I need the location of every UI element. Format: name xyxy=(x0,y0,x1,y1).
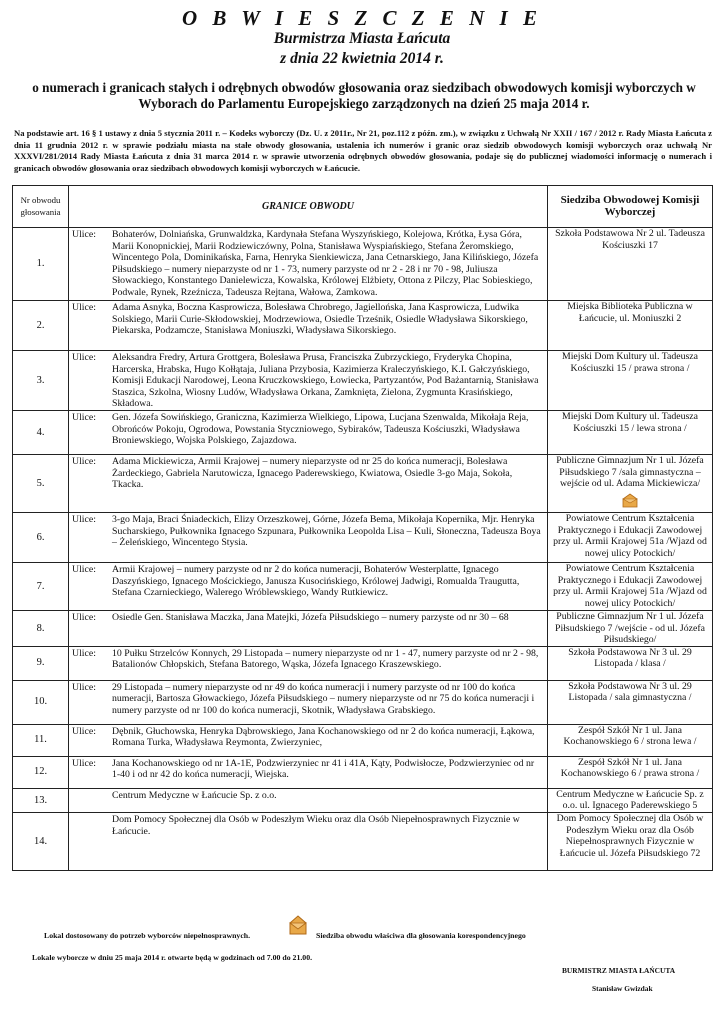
commission-seat xyxy=(548,756,713,788)
commission-seat-text: Publiczne Gimnazjum Nr 1 ul. Józefa Piłsudskiego 7 /sala gimnastyczna – wejście od ul. Adama Mickiewicza/ xyxy=(556,454,704,490)
commission-seat-text: Szkoła Podstawowa Nr 3 ul. 29 Listopada / sala gimnastyczna / xyxy=(568,680,692,704)
district-boundaries xyxy=(69,454,548,512)
streets-label: Ulice: xyxy=(72,681,96,693)
streets-list: Dębnik, Głuchowska, Henryka Dąbrowskiego, Jana Kochanowskiego od nr 2 do końca numeracji, Łąkowa, Romana Turka, Władysława Reymonta, Zwierzyniec, xyxy=(112,725,535,749)
table-row xyxy=(13,351,713,411)
streets-label: Ulice: xyxy=(72,725,96,737)
district-number: 10. xyxy=(13,680,69,724)
date-subtitle: z dnia 22 kwietnia 2014 r. xyxy=(280,50,444,67)
commission-seat-text: Powiatowe Centrum Kształcenia Praktycznego i Edukacji Zawodowej przy ul. Armii Krajowej 51a /Wjazd od nowej ulicy Potockich/ xyxy=(553,562,707,609)
table-row xyxy=(13,756,713,788)
commission-seat xyxy=(548,410,713,454)
district-boundaries xyxy=(69,351,548,411)
commission-seat-text: Szkoła Podstawowa Nr 2 ul. Tadeusza Kościuszki 17 xyxy=(555,228,705,251)
commission-seat xyxy=(548,646,713,680)
district-boundaries xyxy=(69,610,548,646)
district-number: 12. xyxy=(13,756,69,788)
commission-seat-text: Miejska Biblioteka Publiczna w Łańcucie, ul. Moniuszki 2 xyxy=(567,301,693,324)
commission-seat xyxy=(548,724,713,756)
district-boundaries xyxy=(69,228,548,301)
header-nr: Nr obwodu głosowania xyxy=(13,186,69,228)
streets-list: 29 Listopada – numery nieparzyste od nr 49 do końca numeracji i numery parzyste od nr 100 do końca numeracji, Bartosza Głowackiego, Józefa Piłsudskiego – numery nieparzyste od nr 75 do końca numeracji i numery parzyste od nr 100 do końca numeracji, Skotnik, Władysława Grabskiego. xyxy=(112,681,535,716)
streets-label: Ulice: xyxy=(72,513,96,525)
streets-label: Ulice: xyxy=(72,757,96,769)
district-number: 2. xyxy=(13,301,69,351)
streets-label xyxy=(69,790,112,802)
commission-seat xyxy=(548,562,713,610)
streets-list: Adama Asnyka, Boczna Kasprowicza, Bolesława Chrobrego, Jagiellońska, Jana Kasprowicza, Ludwika Solskiego, Marii Curie-Skłodowskiej, Modrzewiowa, Osiedle Trześnik, Osiedle Władysława Sikorskiego, Piekarska, Podzamcze, Stanisława Moniuszki, Władysława Sikorskiego. xyxy=(112,302,528,337)
table-row xyxy=(13,724,713,756)
district-number: 1. xyxy=(13,228,69,301)
district-boundaries xyxy=(69,562,548,610)
streets-list: 3-go Maja, Braci Śniadeckich, Elizy Orzeszkowej, Górne, Józefa Bema, Mikołaja Kopernika, Mjr. Henryka Sucharskiego, Pułkownika Ignacego Szpunara, Pułkownika Leopolda Lisa – Kuli, Słoneczna, Tadeusza Boya – Żeleńskiego, Wincentego Stysia. xyxy=(112,513,541,549)
district-number: 8. xyxy=(13,610,69,646)
streets-label: Ulice: xyxy=(72,455,96,467)
table-row xyxy=(13,562,713,610)
hours-note: Lokale wyborcze w dniu 25 maja 2014 r. otwarte będą w godzinach od 7.00 do 21.00. xyxy=(32,953,313,962)
header-granice: GRANICE OBWODU xyxy=(69,186,548,228)
header-siedziba: Siedziba Obwodowej Komisji Wyborczej xyxy=(548,186,713,228)
table-row xyxy=(13,812,713,870)
signature-title: BURMISTRZ MIASTA ŁAŃCUTA xyxy=(562,966,676,975)
streets-list: Centrum Medyczne w Łańcucie Sp. z o.o. xyxy=(112,789,277,801)
district-number: 11. xyxy=(13,724,69,756)
commission-seat-text: Publiczne Gimnazjum Nr 1 ul. Józefa Piłsudskiego 7 /wejście - od ul. Józefa Piłsudskiego/ xyxy=(555,610,705,646)
table-row xyxy=(13,512,713,562)
issuer-subtitle: Burmistrza Miasta Łańcuta xyxy=(273,30,451,47)
streets-label: Ulice: xyxy=(72,647,96,659)
streets-list: 10 Pułku Strzelców Konnych, 29 Listopada – numery nieparzyste od nr 1 - 47, numery parzyste od nr 2 - 98, Batalionów Chłopskich, Stefana Batorego, Wąska, Józefa Ignacego Kraszewskiego. xyxy=(112,647,539,671)
commission-seat-text: Miejski Dom Kultury ul. Tadeusza Kościuszki 15 / lewa strona / xyxy=(562,410,698,434)
district-boundaries xyxy=(69,410,548,454)
streets-label: Ulice: xyxy=(72,563,96,575)
streets-list: Jana Kochanowskiego od nr 1A-1E, Podzwierzyniec nr 41 i 41A, Kąty, Podwisłocze, Podzwierzyniec od nr 1-40 i od nr 42 do końca numeracji, Wiejska. xyxy=(112,757,535,781)
table-row xyxy=(13,454,713,512)
streets-list: Adama Mickiewicza, Armii Krajowej – numery nieparzyste od nr 25 do końca numeracji, Bolesława Żardeckiego, Gabriela Narutowicza, Ignacego Paderewskiego, Kwiatowa, Osiedle 3-go Maja, Sokoła, Tkacka. xyxy=(112,455,513,491)
district-boundaries xyxy=(69,756,548,788)
streets-label: Ulice: xyxy=(72,302,96,313)
district-boundaries xyxy=(69,301,548,351)
commission-seat xyxy=(548,228,713,301)
document-title: O B W I E S Z C Z E N I E xyxy=(182,6,542,30)
table-row xyxy=(13,788,713,812)
table-row xyxy=(13,646,713,680)
document-heading: o numerach i granicach stałych i odrębnych obwodów głosowania oraz siedzibach obwodowych komisji wyborczych w Wyborach do Parlamentu Europejskiego zarządzonych na dzień 25 maja 2014 r. xyxy=(32,80,696,111)
district-number: 3. xyxy=(13,351,69,411)
streets-list: Osiedle Gen. Stanisława Maczka, Jana Matejki, Józefa Piłsudskiego – numery parzyste od nr 30 – 68 xyxy=(112,611,509,623)
district-number: 9. xyxy=(13,646,69,680)
commission-seat xyxy=(548,351,713,411)
table-row xyxy=(13,410,713,454)
district-number: 14. xyxy=(13,812,69,870)
district-number: 4. xyxy=(13,410,69,454)
table-row xyxy=(13,610,713,646)
commission-seat-text: Szkoła Podstawowa Nr 3 ul. 29 Listopada / klasa / xyxy=(568,646,692,670)
correspondence-note: Siedziba obwodu właściwa dla głosowania korespondencyjnego xyxy=(316,931,526,940)
district-number: 13. xyxy=(13,788,69,812)
accessible-note: Lokal dostosowany do potrzeb wyborców niepełnosprawnych. xyxy=(44,931,251,940)
districts-table xyxy=(12,185,713,871)
district-number: 5. xyxy=(13,454,69,512)
district-boundaries xyxy=(69,724,548,756)
streets-label: Ulice: xyxy=(72,229,96,240)
streets-list: Armii Krajowej – numery parzyste od nr 2 do końca numeracji, Bohaterów Westerplatte, Ignacego Daszyńskiego, Ignacego Mościckiego, Janusza Kusocińskiego, Królowej Jadwigi, Romualda Traugutta, Stefana Czarnieckiego, Walerego Wróblewskiego, Wandy Rutkiewicz. xyxy=(112,563,520,599)
district-boundaries xyxy=(69,812,548,870)
envelope-icon xyxy=(621,493,639,508)
commission-seat xyxy=(548,610,713,646)
commission-seat xyxy=(548,512,713,562)
signature-name: Stanisław Gwizdak xyxy=(592,984,653,993)
commission-seat xyxy=(548,454,713,512)
commission-seat-text: Dom Pomocy Społecznej dla Osób w Podeszłym Wieku oraz dla Osób Niepełnosprawnych Fizycznie w Łańcucie ul. Józefa Piłsudskiego 72 xyxy=(556,812,704,859)
district-boundaries xyxy=(69,788,548,812)
streets-label xyxy=(69,814,112,837)
district-boundaries xyxy=(69,512,548,562)
commission-seat-text: Zespół Szkół Nr 1 ul. Jana Kochanowskiego 6 / prawa strona / xyxy=(560,756,700,780)
envelope-icon xyxy=(287,914,309,936)
streets-list: Bohaterów, Dolniańska, Grunwaldzka, Kardynała Stefana Wyszyńskiego, Kolejowa, Krótka, Łysa Góra, Marii Konopnickiej, Marii Rodziewiczówny, Polna, Stanisława Wyspiańskiego, Stefana Żeromskiego, Wincentego Pola, Dominikańska, Farna, Henryka Sienkiewicza, Jana Cetnarskiego, Jana Kilińskiego, Józefa Piłsudskiego – numery nieparzyste od nr 1 - 73, numery parzyste od nr 2 - 28 i nr 70 - 98, Juliusza Słowackiego, Konstantego Danielewicza, Kowalska, Królowej Elżbiety, Ottona z Pilczy, Plac Sobieskiego, Podwale, Rynek, Rzeźnicza, Tadeusza Rejtana, Wałowa, Zamkowa. xyxy=(112,229,539,298)
commission-seat xyxy=(548,680,713,724)
table-row xyxy=(13,228,713,301)
district-boundaries xyxy=(69,680,548,724)
district-number: 7. xyxy=(13,562,69,610)
table-row xyxy=(13,680,713,724)
commission-seat-text: Powiatowe Centrum Kształcenia Praktycznego i Edukacji Zawodowej przy ul. Armii Krajowej 51a /Wjazd od nowej ulicy Potockich/ xyxy=(553,512,707,559)
intro-paragraph: Na podstawie art. 16 § 1 ustawy z dnia 5 stycznia 2011 r. – Kodeks wyborczy (Dz. U. z 2011r., Nr 21, poz.112 z późn. zm.), w związku z Uchwałą Nr XXII / 167 / 2012 r. Rady Miasta Łańcuta z dnia 11 grudnia 2012 r. w sprawie podziału miasta na stałe obwody głosowania, ustalenia ich numerów i granic oraz siedzib obwodowych komisji wyborczych oraz uchwałą Nr XXXVI/281/2014 Rady Miasta Łańcuta z dnia 31 marca 2014 r. w sprawie utworzenia odrębnych obwodów głosowania, podaje się do publicznej wiadomości informację o numerach i granicach obwodów głosowania oraz siedzibach obwodowych komisji wyborczych w Łańcucie. xyxy=(14,128,712,173)
commission-seat xyxy=(548,788,713,812)
district-number: 6. xyxy=(13,512,69,562)
table-row xyxy=(13,301,713,351)
streets-label: Ulice: xyxy=(72,352,96,363)
streets-list: Dom Pomocy Społecznej dla Osób w Podeszłym Wieku oraz dla Osób Niepełnosprawnych Fizycznie w Łańcucie. xyxy=(112,813,520,837)
streets-label: Ulice: xyxy=(72,411,96,423)
district-boundaries xyxy=(69,646,548,680)
streets-list: Aleksandra Fredry, Artura Grottgera, Bolesława Prusa, Franciszka Zubrzyckiego, Fryderyka Chopina, Harcerska, Hrabska, Hugo Kołłątaja, Juliana Przybosia, Kazimierza Kraleczyńskiego, K.I. Gałczyńskiego, Komisji Edukacji Narodowej, Leona Kruczkowskiego, Łowiecka, Partyzantów, Pod Bażantarnią, Stanisława Staszica, Szkolna, Wiosny Ludów, Władysława Orkana, Zamknięta, Zielona, Zygmunta Krasińskiego, Składowa. xyxy=(112,352,539,410)
commission-seat xyxy=(548,301,713,351)
commission-seat xyxy=(548,812,713,870)
commission-seat-text: Zespół Szkół Nr 1 ul. Jana Kochanowskiego 6 / strona lewa / xyxy=(563,724,697,748)
streets-label: Ulice: xyxy=(72,611,96,623)
streets-list: Gen. Józefa Sowińskiego, Graniczna, Kazimierza Wielkiego, Lipowa, Lucjana Szenwalda, Mikołaja Reja, Obrońców Pokoju, Ogrodowa, Powstania Styczniowego, Sybiraków, Tadeusza Kościuszki, Władysława Broniewskiego, Wojska Polskiego, Zajazdowa. xyxy=(112,411,529,447)
table-body xyxy=(13,228,713,871)
commission-seat-text: Centrum Medyczne w Łańcucie Sp. z o.o. ul. Ignacego Paderewskiego 5 xyxy=(556,788,704,812)
commission-seat-text: Miejski Dom Kultury ul. Tadeusza Kościuszki 15 / prawa strona / xyxy=(562,351,698,374)
